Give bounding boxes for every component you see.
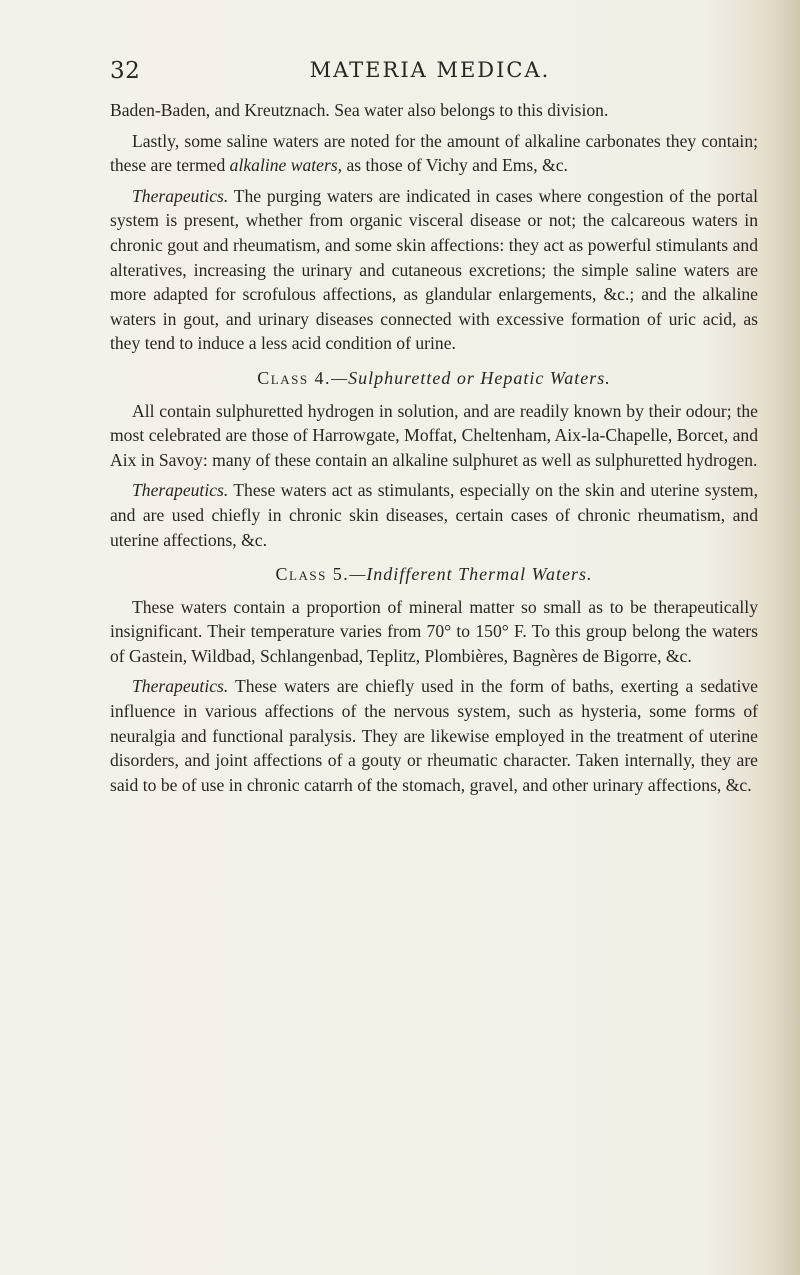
paragraph-therapeutics-1 (110, 184, 758, 356)
paragraph-continuation: Baden-Baden, and Kreutznach. Sea water also belongs to this division. (110, 100, 609, 120)
paragraph-text: These waters act as stimulants, especially on the skin and uterine system, and are used chiefly in chronic skin diseases, certain cases of chronic rheumatism, and uterine affections, &c. (110, 480, 758, 550)
paragraph-text: The purging waters are indicated in cases where congestion of the portal system is present, whether from organic visceral disease or not; the calcareous waters in chronic gout and rheumatism, and some skin affections: they act as powerful stimulants and alteratives, increasing the urinary and cutaneous excretions; the simple saline waters are more adapted for scrofulous affections, as glandular enlargements, &c.; and the alkaline waters in gout, and urinary diseases connected with excessive formation of uric acid, as they tend to induce a less acid condition of urine. (110, 185, 758, 354)
body-text (110, 98, 758, 803)
paragraph-therapeutics-2 (110, 478, 758, 552)
paragraph-text: These waters are chiefly used in the form of baths, exerting a sedative influence in various affections of the nervous system, such as hysteria, some forms of neuralgia and functional paralysis. They are likewise employed in the treatment of uterine disorders, and joint affections of a gouty or rheumatic character. Taken internally, they are said to be of use in chronic catarrh of the stomach, gravel, and other urinary affections, &c. (110, 676, 758, 795)
paragraph-text: Lastly, some saline waters are noted for the amount of alkaline carbonates they contain; these are termed (110, 130, 758, 176)
therapeutics-heading: Therapeutics. (132, 676, 229, 697)
page-header (110, 58, 750, 88)
class-title: —Sulphuretted or Hepatic Waters. (331, 367, 611, 388)
therapeutics-heading: Therapeutics. (132, 185, 229, 206)
page-number: 32 (110, 58, 141, 84)
class-label: Class 4. (257, 367, 332, 388)
running-head: MATERIA MEDICA. (309, 58, 551, 82)
section-heading-class-5 (110, 562, 758, 587)
therapeutics-heading: Therapeutics. (132, 480, 229, 501)
paragraph-text: as those of Vichy and Ems, &c. (342, 155, 568, 176)
paragraph-alkaline-waters (110, 129, 758, 178)
class-title: —Indifferent Thermal Waters. (349, 564, 593, 585)
class-label: Class 5. (275, 564, 350, 585)
section-heading-class-4 (110, 366, 758, 391)
paragraph-therapeutics-3 (110, 674, 758, 797)
emphasis-term: alkaline waters, (229, 155, 343, 176)
paragraph-class-5-description: These waters contain a proportion of mineral matter so small as to be therapeutically insignificant. Their temperature varies from 70° to 150° F. To this group belong the waters of Gastein, Wildbad, Schlangenbad, Teplitz, Plombières, Bagnères de Bigorre, &c. (110, 596, 758, 666)
paragraph-class-4-description: All contain sulphuretted hydrogen in solution, and are readily known by their odour; the most celebrated are those of Harrowgate, Moffat, Cheltenham, Aix-la-Chapelle, Borcet, and Aix in Savoy: many of these contain an alkaline sulphuret as well as sulphuretted hydrogen. (110, 400, 758, 470)
